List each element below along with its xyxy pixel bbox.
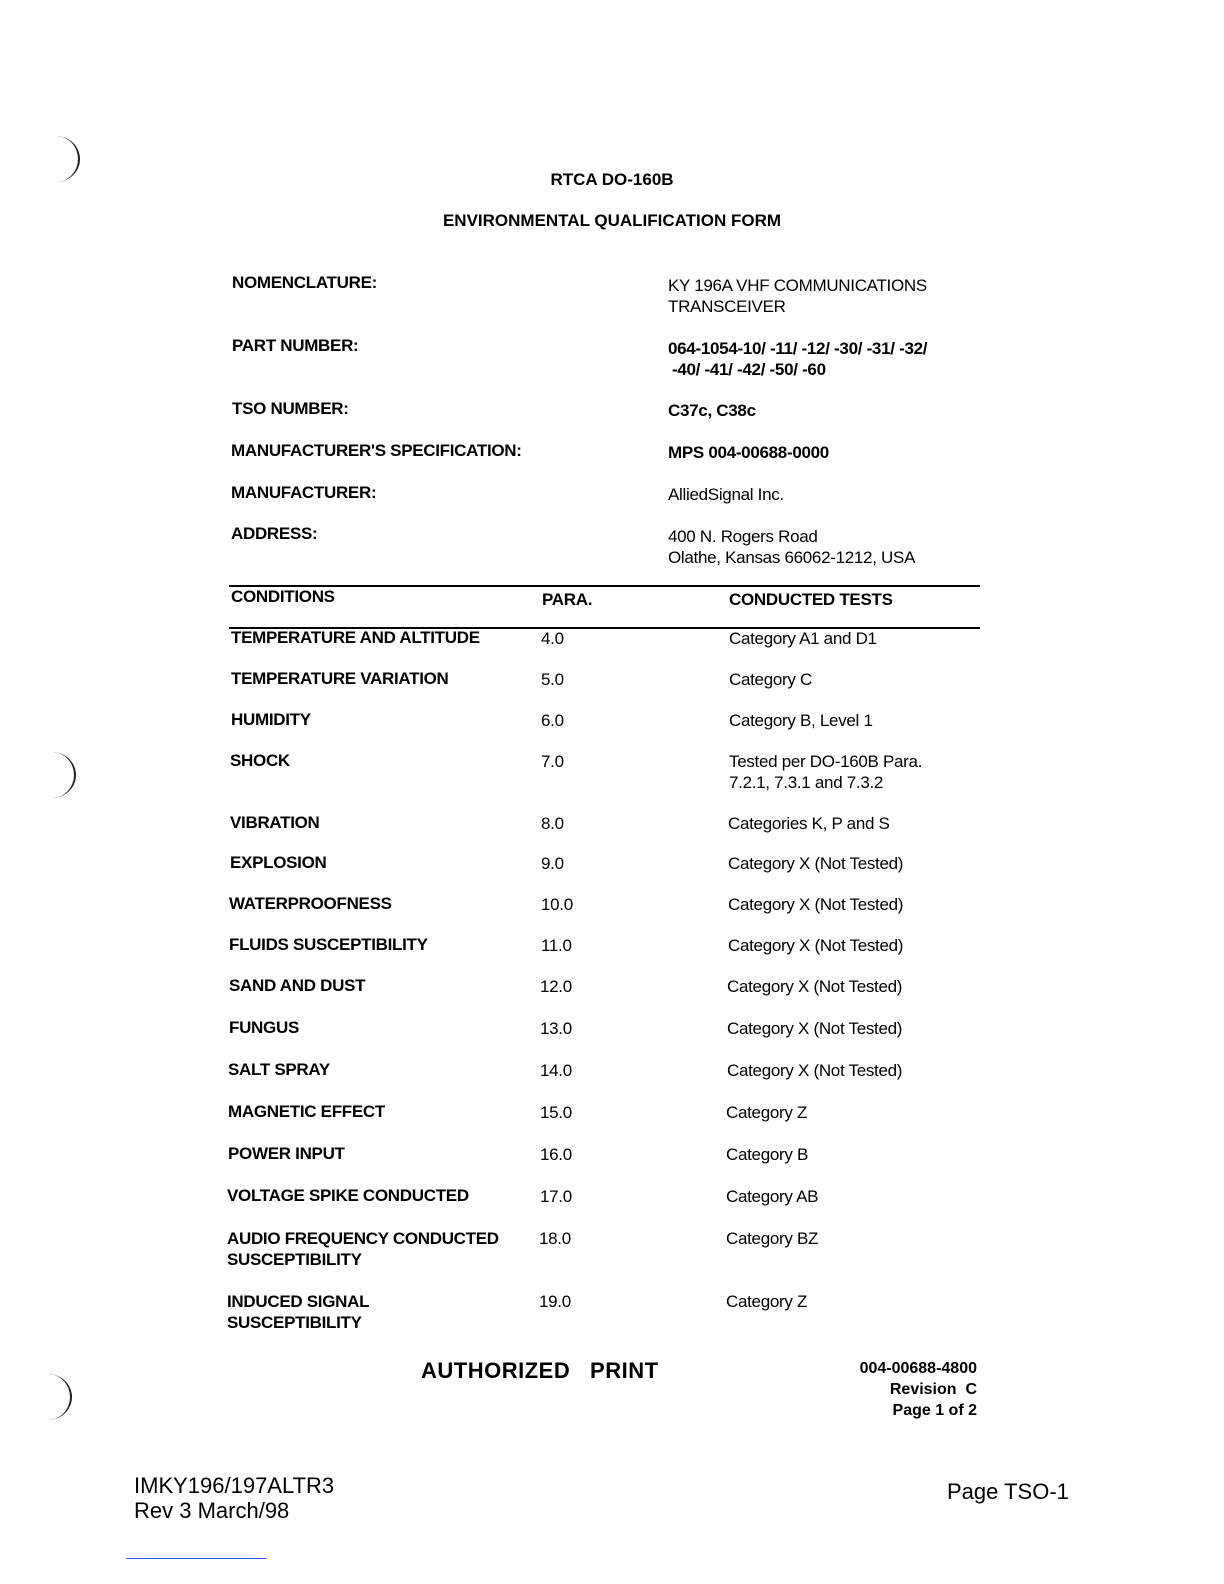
row-para: 11.0 (541, 936, 572, 955)
row-test: Category X (Not Tested) (728, 854, 904, 873)
footer-doc-info (134, 1473, 334, 1523)
standard-title: RTCA DO-160B (550, 170, 674, 189)
row-test: Category Z (726, 1103, 808, 1122)
document-number: 004-00688-4800 (859, 1360, 977, 1377)
row-condition: AUDIO FREQUENCY CONDUCTED SUSCEPTIBILITY (227, 1229, 499, 1269)
row-test: Category BZ (726, 1229, 819, 1248)
row-para: 16.0 (540, 1145, 572, 1164)
row-test: Category X (Not Tested) (727, 977, 903, 996)
row-para: 14.0 (540, 1061, 572, 1080)
row-condition: HUMIDITY (231, 710, 311, 729)
row-condition: VIBRATION (230, 813, 320, 832)
address-value: 400 N. Rogers Road Olathe, Kansas 66062-1212, USA (668, 527, 916, 567)
row-condition: TEMPERATURE VARIATION (231, 669, 449, 688)
row-condition: FLUIDS SUSCEPTIBILITY (229, 935, 428, 954)
spec-label: MANUFACTURER'S SPECIFICATION: (231, 441, 522, 460)
authorized-print-stamp: AUTHORIZED PRINT (421, 1358, 659, 1383)
row-para: 12.0 (540, 977, 572, 996)
row-condition: POWER INPUT (228, 1144, 345, 1163)
row-test: Category Z (726, 1292, 808, 1311)
row-para: 5.0 (541, 670, 564, 689)
row-para: 19.0 (539, 1292, 571, 1311)
row-para: 9.0 (541, 854, 564, 873)
row-test: Category B, Level 1 (729, 711, 873, 730)
row-test: Category X (Not Tested) (727, 1019, 903, 1038)
row-para: 15.0 (540, 1103, 572, 1122)
manufacturer-label: MANUFACTURER: (231, 483, 377, 502)
col-header-tests: CONDUCTED TESTS (729, 590, 893, 609)
page-of-label: Page 1 of 2 (892, 1402, 977, 1419)
row-test: Category AB (726, 1187, 819, 1206)
footer-rev-date: Rev 3 March/98 (134, 1498, 290, 1523)
row-condition: TEMPERATURE AND ALTITUDE (231, 628, 480, 647)
manufacturer-value: AlliedSignal Inc. (668, 485, 784, 504)
row-test: Category A1 and D1 (729, 629, 877, 648)
footer-doc-id: IMKY196/197ALTR3 (134, 1473, 335, 1498)
row-para: 10.0 (541, 895, 573, 914)
footer-underline (126, 1558, 267, 1559)
row-para: 17.0 (540, 1187, 572, 1206)
nomenclature-label: NOMENCLATURE: (232, 273, 377, 292)
address-label: ADDRESS: (231, 524, 318, 543)
row-test: Category C (729, 670, 812, 689)
row-condition: VOLTAGE SPIKE CONDUCTED (227, 1186, 469, 1205)
row-test: Categories K, P and S (728, 814, 890, 833)
row-condition: WATERPROOFNESS (229, 894, 392, 913)
table-top-rule (229, 585, 980, 587)
revision-label: Revision C (889, 1381, 977, 1398)
row-para: 13.0 (540, 1019, 572, 1038)
part-number-value: 064-1054-10/ -11/ -12/ -30/ -31/ -32/ -40/ -41/ -42/ -50/ -60 (668, 339, 928, 379)
row-para: 6.0 (541, 711, 564, 730)
row-condition: FUNGUS (229, 1018, 299, 1037)
row-condition: EXPLOSION (230, 853, 327, 872)
row-test: Category B (726, 1145, 809, 1164)
row-condition: SALT SPRAY (228, 1060, 330, 1079)
footer-page-label: Page TSO-1 (947, 1479, 1069, 1504)
tso-value: C37c, C38c (668, 401, 756, 420)
tso-label: TSO NUMBER: (232, 399, 349, 418)
row-test: Category X (Not Tested) (727, 1061, 903, 1080)
row-condition: SHOCK (230, 751, 290, 770)
row-para: 18.0 (539, 1229, 571, 1248)
row-para: 8.0 (541, 814, 564, 833)
col-header-conditions: CONDITIONS (231, 587, 335, 606)
row-para: 7.0 (541, 752, 564, 771)
punch-hole-mark (28, 752, 76, 798)
spec-value: MPS 004-00688-0000 (668, 443, 829, 462)
col-header-para: PARA. (542, 590, 593, 609)
row-test: Category X (Not Tested) (728, 895, 904, 914)
part-number-label: PART NUMBER: (232, 336, 359, 355)
nomenclature-value: KY 196A VHF COMMUNICATIONS TRANSCEIVER (668, 276, 927, 316)
punch-hole-mark (24, 1374, 72, 1420)
row-condition: SAND AND DUST (229, 976, 366, 995)
row-test: Category X (Not Tested) (728, 936, 904, 955)
row-para: 4.0 (541, 629, 564, 648)
row-test: Tested per DO-160B Para. 7.2.1, 7.3.1 and 7.3.2 (729, 752, 923, 792)
row-condition: MAGNETIC EFFECT (228, 1102, 385, 1121)
document-number-block (800, 1358, 977, 1421)
form-title: ENVIRONMENTAL QUALIFICATION FORM (442, 211, 782, 230)
row-condition: INDUCED SIGNAL SUSCEPTIBILITY (227, 1292, 370, 1332)
